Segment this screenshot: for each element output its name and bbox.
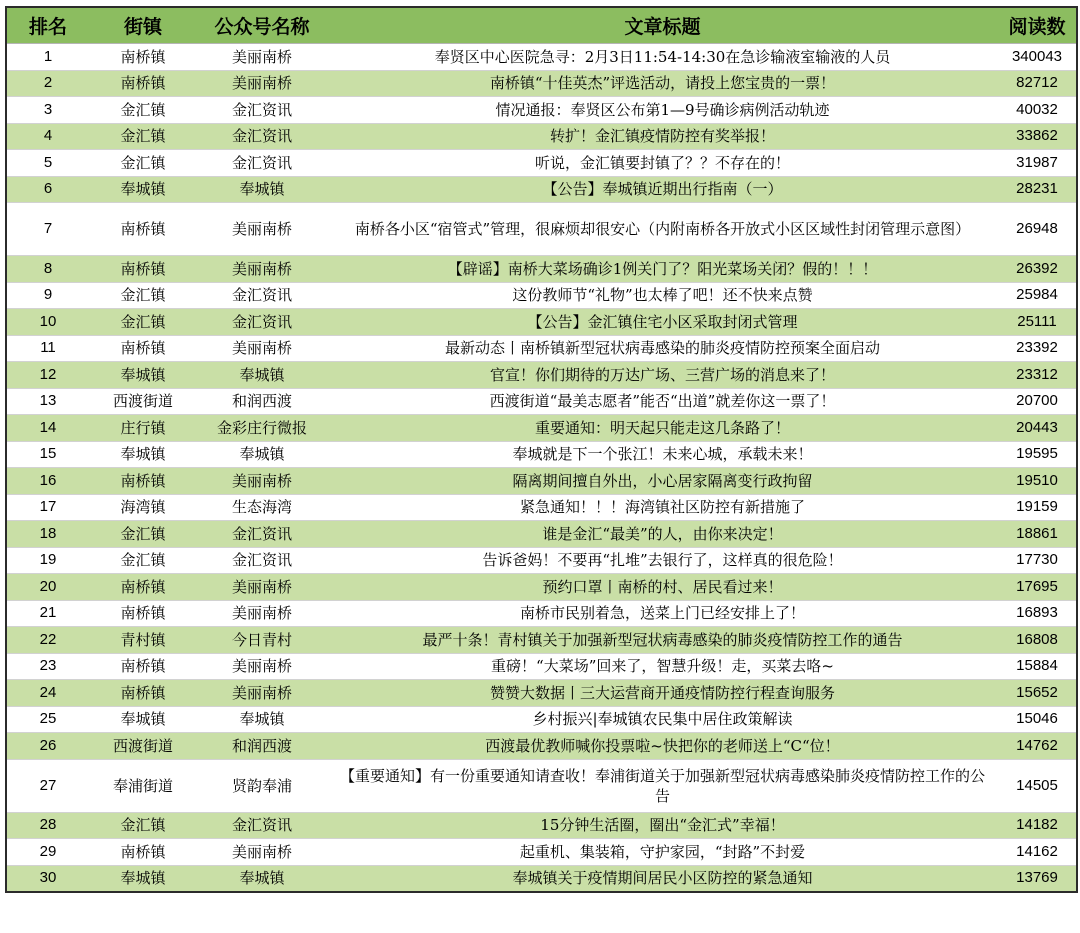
account-cell: 金汇资讯 [197,97,327,124]
rank-cell: 7 [6,203,89,256]
rank-cell: 24 [6,680,89,707]
reads-cell: 19595 [998,441,1077,468]
town-cell: 南桥镇 [89,680,197,707]
rank-cell: 8 [6,256,89,283]
reads-cell: 20443 [998,415,1077,442]
rank-cell: 23 [6,653,89,680]
title-cell: 【重要通知】有一份重要通知请查收！奉浦街道关于加强新型冠状病毒感染肺炎疫情防控工作的公告 [327,759,998,812]
rank-cell: 25 [6,706,89,733]
table-row [6,759,1077,812]
town-cell: 金汇镇 [89,97,197,124]
town-cell: 金汇镇 [89,150,197,177]
table-row [6,547,1077,574]
rank-cell: 19 [6,547,89,574]
reads-cell: 16893 [998,600,1077,627]
table-row [6,521,1077,548]
header-account: 公众号名称 [197,7,327,44]
town-cell: 海湾镇 [89,494,197,521]
table-row [6,123,1077,150]
reads-cell: 15884 [998,653,1077,680]
rank-cell: 2 [6,70,89,97]
town-cell: 青村镇 [89,627,197,654]
town-cell: 金汇镇 [89,123,197,150]
rank-cell: 15 [6,441,89,468]
account-cell: 金汇资讯 [197,521,327,548]
rank-cell: 5 [6,150,89,177]
town-cell: 南桥镇 [89,653,197,680]
town-cell: 奉城镇 [89,176,197,203]
town-cell: 南桥镇 [89,70,197,97]
title-cell: 奉城镇关于疫情期间居民小区防控的紧急通知 [327,865,998,892]
reads-cell: 17695 [998,574,1077,601]
table-row [6,812,1077,839]
table-row [6,733,1077,760]
title-cell: 官宣！你们期待的万达广场、三营广场的消息来了！ [327,362,998,389]
table-row [6,388,1077,415]
rank-cell: 3 [6,97,89,124]
account-cell: 奉城镇 [197,706,327,733]
town-cell: 南桥镇 [89,335,197,362]
account-cell: 奉城镇 [197,865,327,892]
table-row [6,627,1077,654]
town-cell: 南桥镇 [89,44,197,71]
account-cell: 美丽南桥 [197,44,327,71]
table-row [6,680,1077,707]
table-row [6,865,1077,892]
title-cell: 【公告】奉城镇近期出行指南（一） [327,176,998,203]
title-cell: 西渡街道“最美志愿者”能否“出道”就差你这一票了！ [327,388,998,415]
rank-cell: 28 [6,812,89,839]
table-row [6,600,1077,627]
table-header [6,7,1077,44]
reads-cell: 31987 [998,150,1077,177]
title-cell: 隔离期间擅自外出，小心居家隔离变行政拘留 [327,468,998,495]
rank-cell: 21 [6,600,89,627]
table-row [6,256,1077,283]
reads-cell: 15046 [998,706,1077,733]
title-cell: 奉城就是下一个张江！未来心城，承载未来！ [327,441,998,468]
rank-cell: 4 [6,123,89,150]
rank-cell: 16 [6,468,89,495]
rank-cell: 30 [6,865,89,892]
table-row [6,415,1077,442]
table-row [6,203,1077,256]
account-cell: 奉城镇 [197,362,327,389]
account-cell: 金汇资讯 [197,123,327,150]
account-cell: 金汇资讯 [197,812,327,839]
account-cell: 贤韵奉浦 [197,759,327,812]
rank-cell: 10 [6,309,89,336]
rank-cell: 9 [6,282,89,309]
town-cell: 南桥镇 [89,203,197,256]
title-cell: 告诉爸妈！不要再“扎堆”去银行了，这样真的很危险！ [327,547,998,574]
account-cell: 美丽南桥 [197,335,327,362]
reads-cell: 13769 [998,865,1077,892]
table-body [6,44,1077,893]
town-cell: 南桥镇 [89,839,197,866]
town-cell: 南桥镇 [89,256,197,283]
account-cell: 美丽南桥 [197,70,327,97]
title-cell: 最新动态丨南桥镇新型冠状病毒感染的肺炎疫情防控预案全面启动 [327,335,998,362]
town-cell: 南桥镇 [89,600,197,627]
title-cell: 赞赞大数据丨三大运营商开通疫情防控行程查询服务 [327,680,998,707]
reads-cell: 40032 [998,97,1077,124]
rank-cell: 12 [6,362,89,389]
table-row [6,309,1077,336]
account-cell: 美丽南桥 [197,203,327,256]
ranking-table [5,6,1078,893]
title-cell: 谁是金汇“最美”的人，由你来决定！ [327,521,998,548]
reads-cell: 23312 [998,362,1077,389]
table-row [6,44,1077,71]
reads-cell: 82712 [998,70,1077,97]
reads-cell: 33862 [998,123,1077,150]
title-cell: 南桥市民别着急，送菜上门已经安排上了！ [327,600,998,627]
town-cell: 奉城镇 [89,441,197,468]
reads-cell: 25111 [998,309,1077,336]
header-rank: 排名 [6,7,89,44]
reads-cell: 340043 [998,44,1077,71]
account-cell: 金汇资讯 [197,282,327,309]
reads-cell: 15652 [998,680,1077,707]
title-cell: 紧急通知！！！海湾镇社区防控有新措施了 [327,494,998,521]
account-cell: 美丽南桥 [197,839,327,866]
rank-cell: 22 [6,627,89,654]
table-row [6,335,1077,362]
town-cell: 南桥镇 [89,574,197,601]
table-row [6,494,1077,521]
rank-cell: 13 [6,388,89,415]
rank-cell: 20 [6,574,89,601]
title-cell: 预约口罩丨南桥的村、居民看过来！ [327,574,998,601]
title-cell: 重要通知：明天起只能走这几条路了！ [327,415,998,442]
account-cell: 美丽南桥 [197,574,327,601]
table-row [6,653,1077,680]
account-cell: 生态海湾 [197,494,327,521]
town-cell: 奉城镇 [89,865,197,892]
town-cell: 金汇镇 [89,282,197,309]
rank-cell: 27 [6,759,89,812]
table-row [6,97,1077,124]
account-cell: 美丽南桥 [197,468,327,495]
town-cell: 西渡街道 [89,733,197,760]
town-cell: 奉城镇 [89,706,197,733]
reads-cell: 19159 [998,494,1077,521]
table-row [6,468,1077,495]
table-row [6,176,1077,203]
table-row [6,70,1077,97]
account-cell: 今日青村 [197,627,327,654]
table-row [6,441,1077,468]
title-cell: 奉贤区中心医院急寻：2月3日11:54-14:30在急诊输液室输液的人员 [327,44,998,71]
town-cell: 金汇镇 [89,547,197,574]
rank-cell: 29 [6,839,89,866]
reads-cell: 14182 [998,812,1077,839]
table-row [6,282,1077,309]
title-cell: 听说，金汇镇要封镇了？？不存在的！ [327,150,998,177]
account-cell: 金彩庄行微报 [197,415,327,442]
title-cell: 乡村振兴|奉城镇农民集中居住政策解读 [327,706,998,733]
reads-cell: 28231 [998,176,1077,203]
title-cell: 15分钟生活圈，圈出“金汇式”幸福！ [327,812,998,839]
account-cell: 美丽南桥 [197,256,327,283]
title-cell: 【辟谣】南桥大菜场确诊1例关门了？阳光菜场关闭？假的！！！ [327,256,998,283]
rank-cell: 17 [6,494,89,521]
reads-cell: 20700 [998,388,1077,415]
title-cell: 情况通报：奉贤区公布第1—9号确诊病例活动轨迹 [327,97,998,124]
town-cell: 奉浦街道 [89,759,197,812]
town-cell: 西渡街道 [89,388,197,415]
title-cell: 最严十条！青村镇关于加强新型冠状病毒感染的肺炎疫情防控工作的通告 [327,627,998,654]
header-row [6,7,1077,44]
title-cell: 南桥各小区“宿管式”管理，很麻烦却很安心（内附南桥各开放式小区区域性封闭管理示意图） [327,203,998,256]
reads-cell: 16808 [998,627,1077,654]
header-town: 街镇 [89,7,197,44]
town-cell: 金汇镇 [89,521,197,548]
account-cell: 美丽南桥 [197,680,327,707]
rank-cell: 14 [6,415,89,442]
account-cell: 和润西渡 [197,388,327,415]
account-cell: 奉城镇 [197,176,327,203]
title-cell: 转扩！金汇镇疫情防控有奖举报！ [327,123,998,150]
table-row [6,839,1077,866]
town-cell: 奉城镇 [89,362,197,389]
reads-cell: 14162 [998,839,1077,866]
title-cell: 【公告】金汇镇住宅小区采取封闭式管理 [327,309,998,336]
reads-cell: 14505 [998,759,1077,812]
rank-cell: 26 [6,733,89,760]
reads-cell: 17730 [998,547,1077,574]
rank-cell: 6 [6,176,89,203]
account-cell: 美丽南桥 [197,600,327,627]
reads-cell: 18861 [998,521,1077,548]
reads-cell: 23392 [998,335,1077,362]
town-cell: 金汇镇 [89,309,197,336]
reads-cell: 19510 [998,468,1077,495]
title-cell: 重磅！“大菜场”回来了，智慧升级！走，买菜去咯~ [327,653,998,680]
reads-cell: 14762 [998,733,1077,760]
title-cell: 这份教师节“礼物”也太棒了吧！还不快来点赞 [327,282,998,309]
reads-cell: 26948 [998,203,1077,256]
account-cell: 金汇资讯 [197,547,327,574]
town-cell: 南桥镇 [89,468,197,495]
account-cell: 和润西渡 [197,733,327,760]
header-title: 文章标题 [327,7,998,44]
town-cell: 庄行镇 [89,415,197,442]
header-reads: 阅读数 [998,7,1077,44]
ranking-table-container [5,6,1076,927]
reads-cell: 25984 [998,282,1077,309]
rank-cell: 1 [6,44,89,71]
table-row [6,706,1077,733]
reads-cell: 26392 [998,256,1077,283]
rank-cell: 11 [6,335,89,362]
table-row [6,150,1077,177]
table-row [6,362,1077,389]
account-cell: 金汇资讯 [197,150,327,177]
rank-cell: 18 [6,521,89,548]
account-cell: 奉城镇 [197,441,327,468]
account-cell: 美丽南桥 [197,653,327,680]
title-cell: 西渡最优教师喊你投票啦~快把你的老师送上“C“位！ [327,733,998,760]
title-cell: 起重机、集装箱，守护家园，“封路”不封爱 [327,839,998,866]
title-cell: 南桥镇“十佳英杰”评选活动，请投上您宝贵的一票！ [327,70,998,97]
account-cell: 金汇资讯 [197,309,327,336]
table-row [6,574,1077,601]
town-cell: 金汇镇 [89,812,197,839]
